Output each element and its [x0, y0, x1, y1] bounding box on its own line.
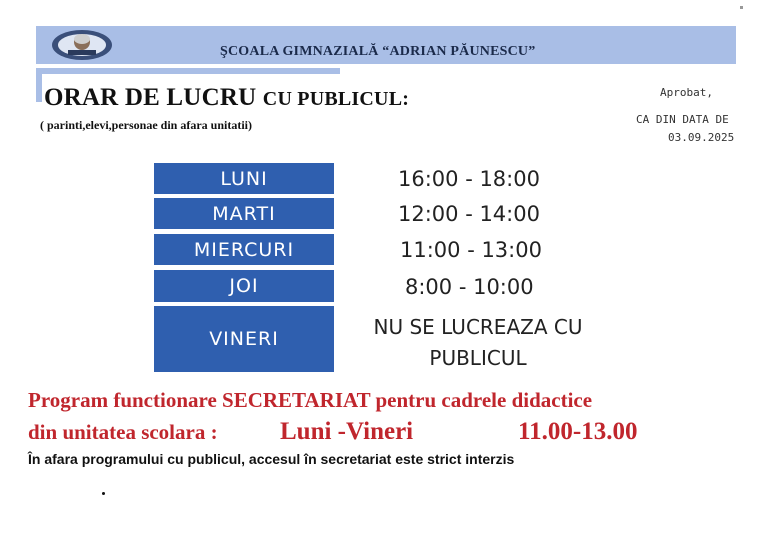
school-name: ŞCOALA GIMNAZIALĂ “ADRIAN PĂUNESCU” — [220, 44, 536, 59]
page-subtitle: ( parinti,elevi,personae din afara unitatii) — [40, 118, 252, 132]
scan-mark — [740, 6, 743, 9]
page-title-rest: CU PUBLICUL: — [262, 88, 410, 110]
schedule-hours-joi: 8:00 - 10:00 — [405, 275, 534, 299]
approval-note: CA DIN DATA DE — [636, 113, 729, 126]
schedule-day-luni: LUNI — [154, 163, 334, 194]
schedule-hours-marti: 12:00 - 14:00 — [398, 202, 540, 226]
page-title — [44, 84, 409, 112]
access-notice: În afara programului cu publicul, accesul în secretariat este strict interzis — [28, 451, 515, 467]
schedule-day-vineri: VINERI — [154, 306, 334, 372]
stray-dot — [102, 492, 105, 495]
secretariat-unit-label: din unitatea scolara : — [28, 420, 218, 444]
secretariat-time: 11.00-13.00 — [518, 418, 638, 445]
page-title-main: ORAR DE LUCRU — [44, 84, 257, 111]
secretariat-days: Luni -Vineri — [280, 418, 414, 445]
title-accent-side — [36, 74, 42, 102]
schedule-hours-luni: 16:00 - 18:00 — [398, 167, 540, 191]
schedule-day-marti: MARTI — [154, 198, 334, 229]
approval-label: Aprobat, — [660, 86, 713, 99]
title-accent-band — [36, 68, 340, 74]
school-crest-icon — [50, 28, 114, 62]
secretariat-heading: Program functionare SECRETARIAT pentru cadrele didactice — [28, 388, 593, 412]
schedule-hours-miercuri: 11:00 - 13:00 — [400, 238, 542, 262]
schedule-day-joi: JOI — [154, 270, 334, 302]
schedule-hours-vineri: NU SE LUCREAZA CU PUBLICUL — [373, 315, 583, 370]
schedule-day-miercuri: MIERCURI — [154, 234, 334, 265]
approval-date: 03.09.2025 — [668, 131, 735, 144]
